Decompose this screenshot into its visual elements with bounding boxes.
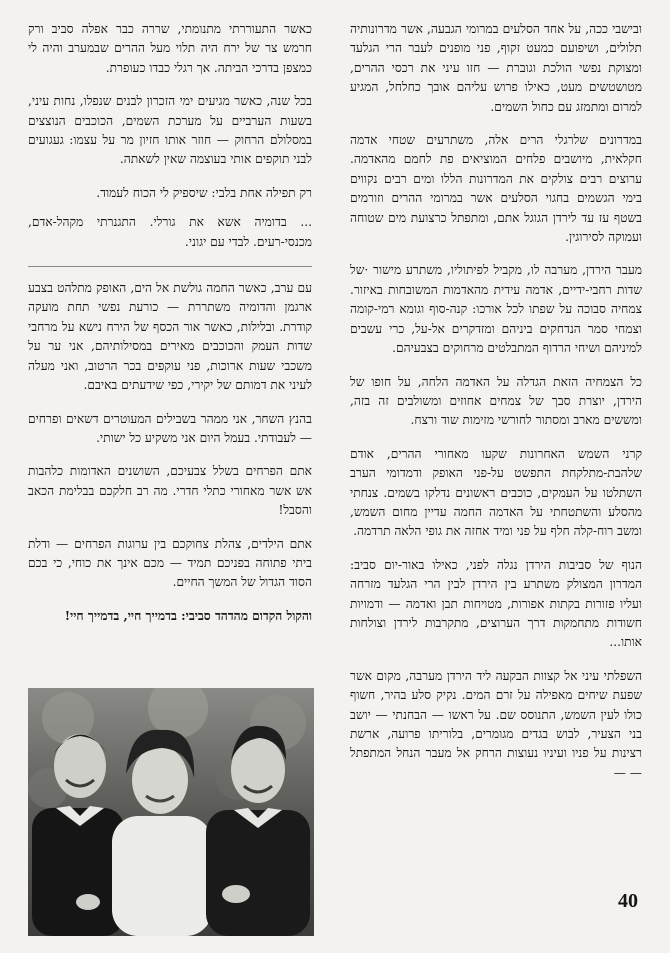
left-column — [28, 20, 312, 640]
page-number: 40 — [618, 890, 638, 912]
paragraph: קרני השמש האחרונות שקעו מאחורי ההרים, אודם שלהבת-מתלקחת התפשט על-פני האופק ודמדומי הערב השתלטו על העמקים, כוכבים ראשונים נדלקו בשמים. צנחתי מהסלע והשתטחתי על האדמה החמה עדיין מחום השמש, ומשב רוח-קלה חלף על פני ומיד אחזה את גופי הלאה תרדמה. — [350, 446, 642, 539]
right-column — [350, 20, 642, 797]
portrait-photo-icon — [28, 688, 314, 936]
closing-line: והקול הקדום מהדהד סביבי: בדמייך חיי, בדמייך חיי! — [64, 608, 312, 623]
paragraph: ... בדומיה אשא את גורלי. התגנרתי מקהל-אדם, מכנסי-רעים. לבדי עם יגוני. — [28, 215, 312, 249]
section-divider — [28, 266, 312, 267]
paragraph: כל הצמחיה הזאת הגדלה על האדמה הלחה, על חופו של הירדן, יוצרת סבך של צמחים אחוזים ומשולבים זה בזה, ומששים מארב ומסתור לחורשי מזימות שוד ורצח. — [350, 374, 642, 428]
paragraph: אתם הילדים, צהלת צחוקכם בין ערוגות הפרחים — ודלת ביתי פתוחה בפניכם תמיד — מכם אינך את כוחי, כי בכם הסוד הגדול של המשך החיים. — [28, 536, 312, 590]
paragraph: הנוף של סביבות הירדן נגלה לפני, כאילו באור-יום סביב: המדרון המצולק משתרע בין הירדן לבין הרי הגלעד מזרחה ועליו פזורות בקתות אפורות, מטויחות תבן ואדמה — ודמויות חשודות מתחמקות דרך הערוצים, מתקרבות לירדן וצולחות אותו... — [350, 557, 642, 650]
paragraph: רק תפילה אחת בלבי: שיספיק לי הכוח לעמוד. — [96, 185, 312, 200]
paragraph: אתם הפרחים בשלל צבעיכם, השושנים האדומות כלהבות אש אשר מאחורי כתלי חדרי. מה רב חלקכם בבלימת הכאב והסבל! — [28, 464, 312, 518]
paragraph: בהנץ השחר, אני ממהר בשבילים המעוטרים דשאים ופרחים — לעבודתי. בעמל היום אני משקיע כל ישותי. — [28, 411, 312, 445]
paragraph: השפלתי עיני אל קצוות הבקעה ליד הירדן מערבה, מקום אשר שפעת שיחים מאפילה על זרם המים. נקיק סלע בהיר, חשוף כולו לעין השמש, התנוסס שם. על ראשו — הבחנתי — יושב בני הצעיר, לבוש בגדים מגומרים, בלוריתו פרועה, ארשת רצינות על פניו ועיניו נעוצות הרחק אל מעבר הנחל המתפתל — — — [350, 668, 642, 780]
paragraph: עם ערב, כאשר החמה גולשת אל הים, האופק מתלהט בצבע ארגמן והדומיה משתררת — כורעת נפשי תחת מועקה קודרת. ובלילות, כאשר אור הכסף של הירח נישא על מרחבי שדות העמק והכוכבים מאירים במסילותיהם, אני ער על משכבי שעות ארוכות, פני עוקפים בכר הרטוב, ואני מעלה לעיני את דמותם של יקירי, כפי שידעתים באיבם. — [28, 281, 312, 393]
paragraph: מעבר הירדן, מערבה לו, מקביל לפיתוליו, משתרע מישור ·של שדות רחבי-ידיים, אדמה עידית מהאדמות המשובחות באיזור. צמחיה סבוכה על שפתו לכל אורכו: קנה-סוף וגומא רמי-קומה וצמחי סמר הנדחקים ביניהם ומזדקרים אל-על, כרי עשבים למיניהם ושיחי הרדוף המתבלטים מרחוקים בצבעיהם. — [350, 263, 642, 356]
paragraph: כאשר התעוררתי מתנומתי, שררה כבר אפלה סביב ורק חרמש צר של ירח היה תלוי מעל ההרים שבמערב והיה לי כמצפן בדרכי הביתה. אך רגלי כבדו כעופרת. — [28, 22, 312, 75]
paragraph: במדרונים שלרגלי הרים אלה, משתרעים שטחי אדמה חקלאית, מיושבים פלחים המוציאים פת לחמם מהאדמה. ערוצים רבים צולקים את המדרונות הללו ומים רבים נקווים בימי הגשמים בחגוי הסלעים אשר במרומי ההרים וזורמים בשטף עז עד לירדן הגוגל אתם, ומתפתל כרצועת מים שטוחה ועמוקה לסירוגין. — [350, 133, 642, 245]
paragraph: בכל שנה, כאשר מגיעים ימי הזכרון לבנים שנפלו, נחות עיני, בשעות הערביים על מערכת השמים, הכוכבים הנוצצים במסלולם הרחוק — חוזר אותו חזיון מר על עצמו: געגועים לבני תוקפים אותי בעוצמה שאין לשאתה. — [28, 94, 312, 167]
paragraph: ובישבי ככה, על אחד הסלעים במרומי הגבעה, אשר מדרונותיה תלולים, ושיפועם כמעט זקוף, פני מופנים לעבר הרי הגלעד ומצוקת נפשי הולכת וגוברת — חזו עיני את רכסי ההרים, מטושטשים מעט, כאילו פרוש עליהם אובך כחלחל, המגיע למרום ומתמזג עם כחול השמים. — [350, 22, 642, 114]
family-photo — [28, 688, 314, 936]
